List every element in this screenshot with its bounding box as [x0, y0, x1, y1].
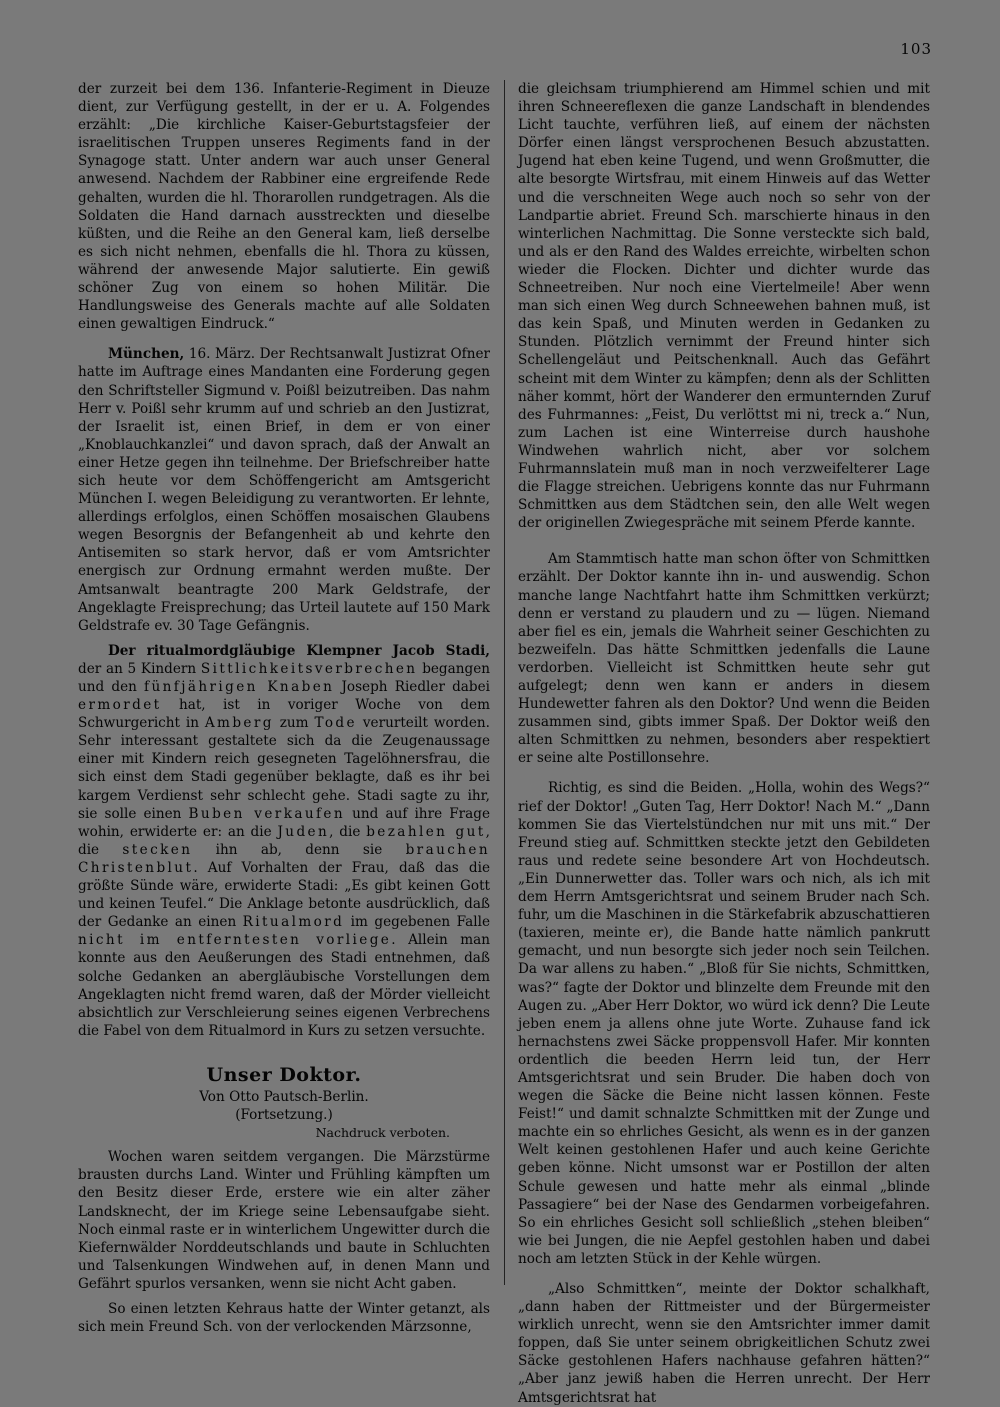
right-column [518, 80, 930, 1407]
left-column [78, 80, 490, 1336]
emphasis-run: Juden [277, 823, 330, 840]
text-run: hat, ist in voriger Woche von dem Schwurgericht in [78, 697, 490, 732]
text-run: verurteilt worden. Sehr interessant gestaltete sich da die Zeugenaussage einer mit Kindern reich gesegneten Tagelöhnersfrau, die sich einst dem Stadi gegenüber beklagte, daß es ihr bei kargem Verdienst sehr schlecht gehe. Stadi sagte zu ihr, sie solle einen [78, 715, 490, 822]
emphasis-run: Ritualmord [242, 914, 345, 931]
text-run: . Allein man konnte aus den Aeußerungen des Stadi entnehmen, daß solche Gedanken an abergläubische Vorstellungen dem Angeklagten nicht fremd waren, daß der Mörder vielleicht absichtlich zur Verschleierung seines eigenen Verbrechens die Fabel von dem Ritualmord in Kurs zu setzen versuchte. [78, 932, 490, 1039]
paragraph-right-4: „Also Schmittken“, meinte der Doktor schalkhaft, „dann haben der Rittmeister und der Bürgermeister wirklich unrecht, wenn sie den Amtsrichter immer damit foppen, daß Sie unter seinem obrigkeitlichen Schutz zwei Säcke gestohlenen Hafers nachhause gefahren hätten?“ „Aber janz jewiß haben die Herren unrecht. Der Herr Amtsgerichtsrat hat [518, 1281, 930, 1406]
paragraph-right-1: die gleichsam triumphierend am Himmel schien und mit ihren Schneereflexen die ganze Landschaft in blendendes Licht tauchte, verführen ließ, auf einem der nächsten Dörfer einen längst versprochenen Besuch abzustatten. Jugend hat eben keine Tugend, und wenn Großmutter, die alte besorgte Wirtsfrau, mit einem Hinweis auf das Wetter und die verschneiten Wege auch noch so sehr von der Landpartie abriet. Freund Sch. marschierte hinaus in den winterlichen Nachmittag. Die Sonne versteckte sich bald, und als er den Rand des Waldes erreichte, wirbelten schon wieder die Flocken. Dichter und dichter wurde das Schneetreiben. Nur noch eine Viertelmeile! Aber wenn man sich einen Weg durch Schneewehen bahnen muß, ist das kein Spaß, und Minuten werden in Gedanken zu Stunden. Plötzlich vernimmt der Freund hinter sich Schellengeläut und Peitschenknall. Auch das Gefährt scheint mit dem Winter zu kämpfen; denn als der Schlitten näher kommt, hört der Wanderer den ermunternden Zuruf des Fuhrmannes: „Feist, Du verlöttst mi ni, treck a.“ Nun, zum Lachen ist eine Winterreise durch haushohe Windwehen wahrlich nicht, aber vor solchem Fuhrmannslatein muß man in noch verzweifelterer Lage die Flagge streichen. Uebrigens konnte das nur Fuhrmann Schmittken aus dem Städtchen sein, den alle Welt wegen der originellen Zwiegespräche mit seinem Pferde kannte. [518, 81, 930, 532]
paragraph-muenchen [78, 345, 490, 635]
text-run: , die [329, 823, 367, 840]
emphasis-run: Tode [314, 715, 357, 732]
paragraph-story-1: Wochen waren seitdem vergangen. Die Märzstürme brausten durchs Land. Winter und Frühling kämpften um den Besitz dieser Erde, erstere wie ein alter zäher Landsknecht, der im Kriege seine Lebensaufgabe sieht. Noch einmal raste er in winterlichem Ungewitter durch die Kiefernwälder Norddeutschlands und baute in Schluchten und Talsenkungen Windwehen auf, in denen Mann und Gefährt spurlos versanken, wenn sie nicht Acht gaben. [78, 1149, 490, 1292]
column-rule [504, 80, 505, 1285]
emphasis-run: Amberg [204, 715, 274, 732]
text-run: der an 5 Kindern [78, 660, 201, 677]
story-byline: Von Otto Pautsch-Berlin. [199, 1088, 369, 1105]
emphasis-run: Sittlichkeitsverbrechen [200, 660, 418, 677]
emphasis-run: bezahlen gut [366, 823, 486, 840]
paragraph-dieuze: der zurzeit bei dem 136. Infanterie-Regiment in Dieuze dient, zur Verfügung gestellt, in der er u. A. Folgendes erzählt: „Die kirchliche Kaiser-Geburtstagsfeier der israelitischen Truppen unseres Regiments fand in der Synagoge statt. Unter andern war auch unser General anwesend. Nachdem der Rabbiner eine ergreifende Rede gehalten, wurden die hl. Thorarollen rundgetragen. Als die Soldaten die Hand darnach ausstreckten und dieselbe küßten, und die Reihe an den General kam, ließ derselbe es sich nicht nehmen, ebenfalls die hl. Thora zu küssen, während der anwesende Major salutierte. Ein gewiß schöner Zug von einem so hohen Militär. Die Handlungsweise des Generals machte auf alle Soldaten einen gewaltigen Eindruck.“ [78, 81, 490, 333]
paragraph-right-3: Richtig, es sind die Beiden. „Holla, wohin des Wegs?“ rief der Doktor! „Guten Tag, Herr Doktor! Nach M.“ „Dann kommen Sie das Viertelstündchen nur mit uns mit.“ Der Freund stieg auf. Schmittken steckte jetzt den Gebildeten raus und redete seine besondere Art von Hochdeutsch. „Ein Dunnerwetter das. Toller wars och nich, als ich mit dem Herrn Amtsgerichtsrat und seinem Bruder nach Sch. fuhr, um die Maschinen in die Stärkefabrik abzuschattieren (taxieren, meinte er), die Bande hatte nämlich pankrutt gemacht, und nun besorgte sich jeder noch sein Teilchen. Da war allens zu haben.“ „Bloß für Sie nichts, Schmittken, was?“ fagte der Doktor und blinzelte dem Freunde mit den Augen zu. „Aber Herr Doktor, wo würd ick denn? Die Leute jeben enem ja allens ohne jute Worte. Zuhause fand ick hernachstens zwei Säcke proppensvoll Hafer. Mir konnten ordentlich die beeden Herrn leid tun, der Herr Amtsgerichtsrat und sein Bruder. Die haben doch von wegen die Säcke die Beine nicht lassen können. Feste Feist!“ und damit schnalzte Schmittken mit der Zunge und machte ein so ehrliches Gesicht, als wenn es in der ganzen Welt keinen gestohlenen Hafer und auch keine Gerichte geben könne. Nicht umsonst war er Postillon der alten Schule gewesen und hatte mehr als einmal „blinde Passagiere“ bei der Nase des Gendarmen vorbeigefahren. So ein ehrliches Gesicht soll schließlich „stehen bleiben“ wie bei Jungen, die nie Aepfel gestohlen haben und dabei noch am letzten Stück in der Kehle würgen. [518, 780, 930, 1267]
text-run: . Auf Vorhalten der Frau, daß das die größte Sünde wäre, erwiderte Stadi: „Es gibt keinen Gott und keinen Teufel.“ Die Anklage betonte ausdrücklich, daß der Gedanke an einen [78, 859, 490, 931]
paragraph-right-2: Am Stammtisch hatte man schon öfter von Schmittken erzählt. Der Doktor kannte ihn in- und auswendig. Schon manche lange Nachtfahrt hatte ihm Schmittken verkürzt; denn er verstand zu plaudern und zu — lügen. Niemand aber fiel es ein, jemals die Wahrheit seiner Geschichten zu bezweifeln. Das hätte Schmittken jedenfalls die Laune verdorben. Vielleicht ist Schmittken heute sehr gut aufgelegt; denn wen kann er anders in diesem Hundewetter fahren als den Doktor? Und wenn die Beiden zusammen sind, gibts immer Spaß. Der Doktor weiß den alten Schmittken zu nehmen, besonders aber respektiert er seine alte Postillonsehre. [518, 551, 930, 767]
emphasis-run: nicht im entferntesten vorliege [78, 932, 392, 949]
page-number: 103 [900, 40, 932, 58]
paragraph-muenchen-body: 16. März. Der Rechtsanwalt Justizrat Ofner hatte im Auftrage eines Mandanten eine Forderung gegen den Schriftsteller Sigmund v. Poißl beizutreiben. Das nahm Herr v. Poißl sehr krumm auf und schrieb an den Justizrat, der Israelit ist, einen Brief, in dem er von einer „Knoblauchkanzlei“ und davon sprach, daß der Anwalt an einer Hetze gegen ihn teilnehme. Der Briefschreiber hatte sich heute vor dem Schöffengericht am Amtsgericht München I. wegen Beleidigung zu verantworten. Er lehnte, allerdings erfolglos, einen Schöffen mosaischen Glaubens wegen Besorgnis der Befangenheit ab und kehrte den Antisemiten so stark hervor, daß er vom Amtsrichter energisch zur Ordnung ermahnt werden mußte. Der Amtsanwalt beantragte 200 Mark Geldstrafe, der Angeklagte Freisprechung; das Urteil lautete auf 150 Mark Geldstrafe ev. 30 Tage Gefängnis. [78, 346, 490, 634]
story-title: Unser Doktor. [206, 1063, 362, 1086]
text-run: zum [273, 715, 315, 732]
text-run: begangen und den [78, 660, 490, 695]
story-continuation: (Fortsetzung.) [235, 1107, 333, 1124]
emphasis-run: Buben verkaufen [188, 805, 346, 822]
story-copyright: Nachdruck verboten. [315, 1125, 450, 1141]
headline-stadi: Der ritualmordgläubige Klempner Jacob Stadi, [108, 642, 490, 659]
text-run: im gegebenen Falle [344, 914, 490, 931]
emphasis-run: fünfjährigen Knaben [144, 679, 335, 695]
text-run: , die [78, 823, 490, 858]
text-run: ihn ab, denn sie [192, 841, 406, 858]
paragraph-story-2: So einen letzten Kehraus hatte der Winter getanzt, als sich mein Freund Sch. von der verlockenden Märzsonne, [78, 1301, 490, 1336]
dateline-muenchen: München, [108, 346, 185, 363]
emphasis-run: ermordet [78, 697, 162, 714]
emphasis-run: stecken [122, 841, 193, 858]
paragraph-stadi [78, 642, 490, 1040]
emphasis-run: brauchen Christenblut [78, 841, 490, 876]
text-run: und auf ihre Frage wohin, erwiderte er: an die [78, 805, 490, 840]
text-run: Joseph Riedler dabei [334, 679, 490, 695]
